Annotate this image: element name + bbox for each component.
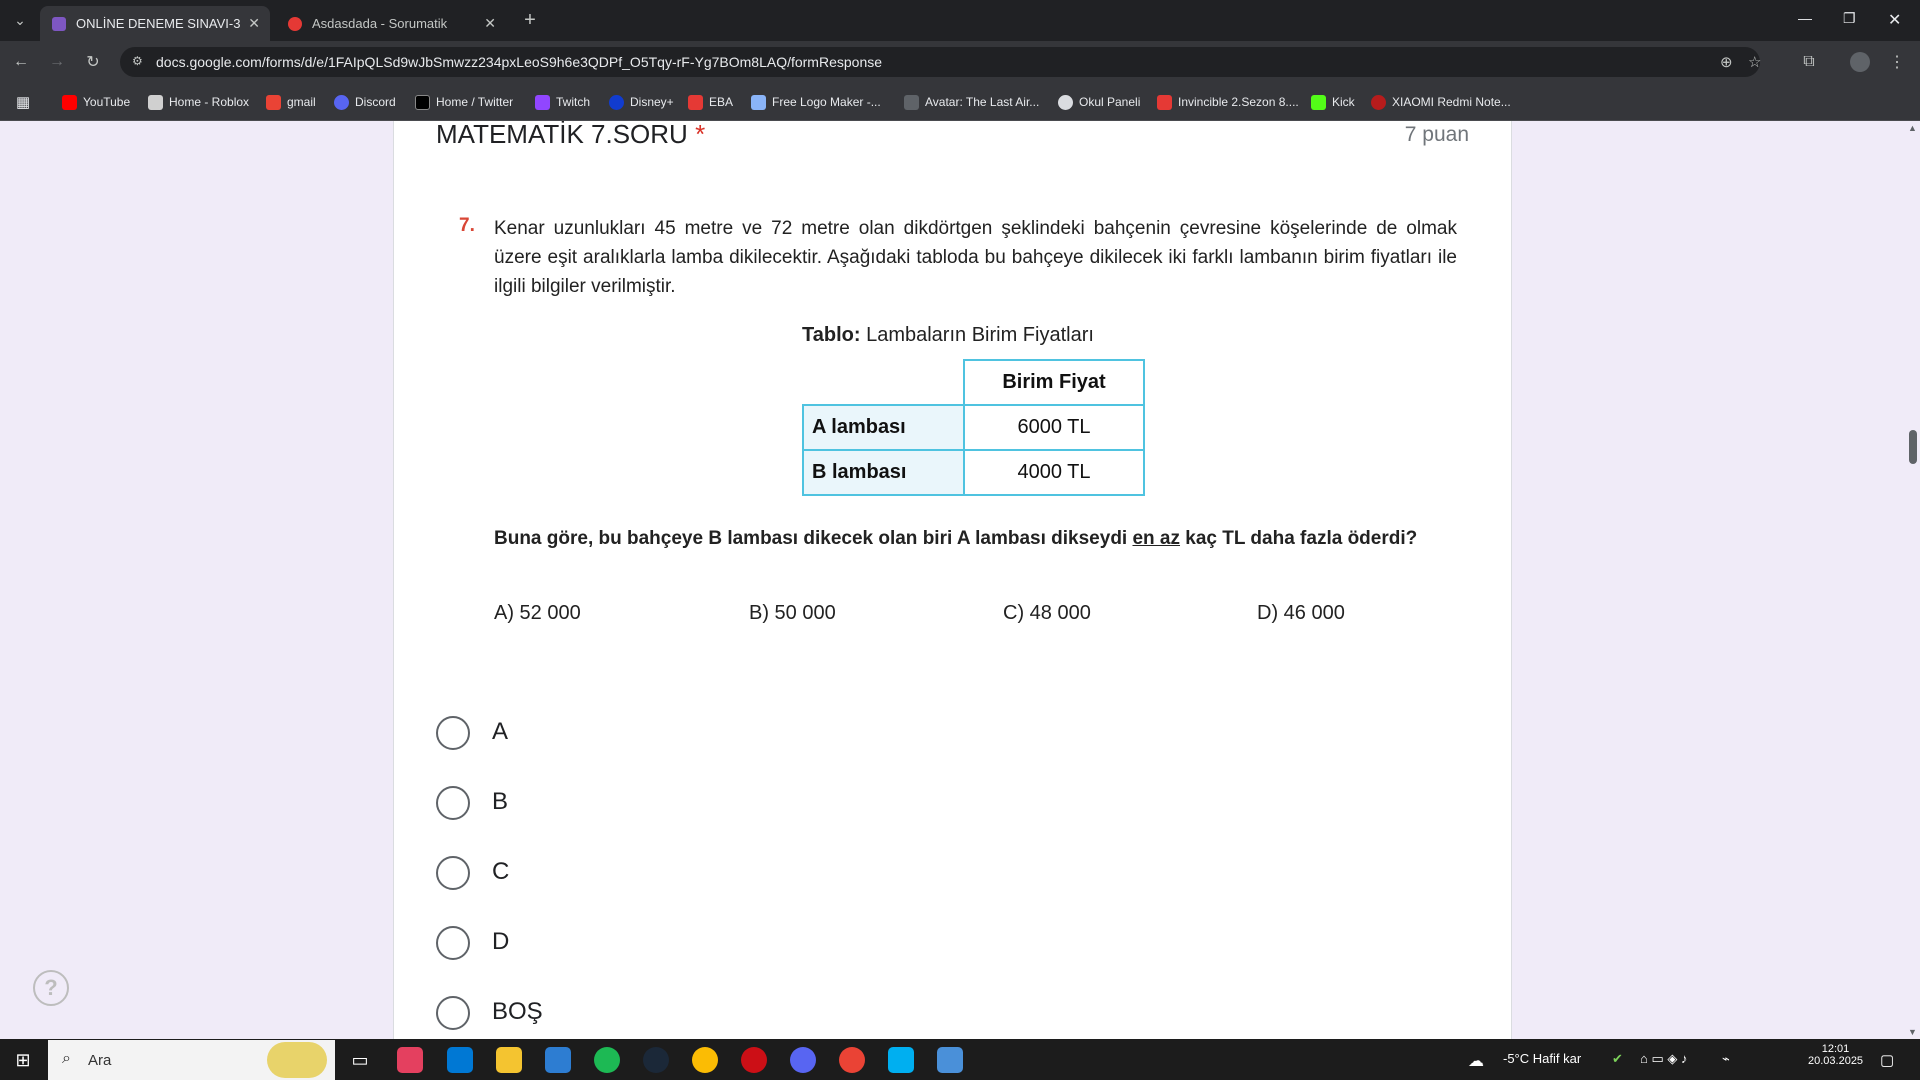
tab-inactive[interactable] xyxy=(276,6,506,41)
option-label[interactable]: B xyxy=(492,788,509,815)
outlook-icon[interactable] xyxy=(447,1047,473,1073)
table-header-cell: Birim Fiyat xyxy=(964,360,1144,405)
address-bar[interactable] xyxy=(120,47,1760,77)
disney-icon xyxy=(609,95,624,110)
close-window-icon[interactable]: ✕ xyxy=(1888,12,1902,29)
answer-choice-c: C) 48 000 xyxy=(1003,602,1091,624)
bookmark-label: Kick xyxy=(1332,95,1355,109)
table-row xyxy=(803,405,1144,450)
question-card xyxy=(393,121,1512,1039)
eba-icon xyxy=(688,95,703,110)
restore-icon[interactable]: ❐ xyxy=(1843,10,1856,26)
windows-start-icon[interactable]: ⊞ xyxy=(15,1050,31,1070)
bookmark-disney[interactable] xyxy=(609,92,674,112)
bookmark-discord[interactable] xyxy=(334,92,396,112)
globe-icon xyxy=(1058,95,1073,110)
opera-icon[interactable] xyxy=(741,1047,767,1073)
close-tab-icon[interactable]: ✕ xyxy=(484,15,496,31)
bookmark-label: Okul Paneli xyxy=(1079,95,1141,109)
form-page xyxy=(0,121,1905,1039)
tray-icons[interactable]: ⌂ ▭ ◈ ♪ xyxy=(1640,1051,1688,1066)
answer-choice-d: D) 46 000 xyxy=(1257,602,1345,624)
prompt-part: Buna göre, bu bahçeye B lambası dikecek olan biri A lambası dikseydi xyxy=(494,528,1128,549)
table-caption xyxy=(802,324,1094,347)
table-caption-bold: Tablo: xyxy=(802,324,861,346)
question-title-text: MATEMATİK 7.SORU xyxy=(436,121,688,149)
logo-maker-icon xyxy=(751,95,766,110)
answer-choice-a: A) 52 000 xyxy=(494,602,581,624)
price-table xyxy=(802,359,1145,496)
scrollbar-thumb[interactable] xyxy=(1909,430,1917,464)
radio-option-c[interactable] xyxy=(436,856,470,890)
extensions-icon[interactable]: ⧉ xyxy=(1803,53,1815,70)
bookmark-label: YouTube xyxy=(83,95,131,109)
spotify-icon[interactable] xyxy=(594,1047,620,1073)
option-label[interactable]: A xyxy=(492,718,509,745)
search-icon: ⌕ xyxy=(62,1050,71,1067)
bookmark-label: Disney+ xyxy=(630,95,674,109)
minimize-icon[interactable]: — xyxy=(1798,10,1812,26)
discord-icon xyxy=(334,95,349,110)
radio-option-d[interactable] xyxy=(436,926,470,960)
roblox-icon xyxy=(148,95,163,110)
weather-text[interactable]: -5°C Hafif kar xyxy=(1503,1051,1582,1066)
x-twitter-icon xyxy=(415,95,430,110)
bookmark-twitter[interactable] xyxy=(415,92,513,112)
task-view-icon[interactable]: ▭ xyxy=(351,1050,369,1070)
radio-option-a[interactable] xyxy=(436,716,470,750)
bookmark-label: Invincible 2.Sezon 8.... xyxy=(1178,95,1299,109)
skype-icon[interactable] xyxy=(888,1047,914,1073)
question-text: Kenar uzunlukları 45 metre ve 72 metre olan dikdörtgen şeklindeki bahçenin çevresine köşelerinde de olmak üzere eşit aralıklarla lamba dikilecektir. Aşağıdaki tabloda bu bahçeye dikilecek iki farklı lambanın birim fiyatları ile ilgili bilgiler verilmiştir. xyxy=(494,218,1457,297)
bookmark-invincible[interactable] xyxy=(1157,92,1299,112)
twitch-icon xyxy=(535,95,550,110)
clock-time: 12:01 xyxy=(1821,1043,1850,1055)
discord-icon[interactable] xyxy=(790,1047,816,1073)
sorumatik-icon xyxy=(288,17,302,31)
file-explorer-icon[interactable] xyxy=(496,1047,522,1073)
tray-check-icon[interactable]: ✔ xyxy=(1612,1051,1623,1066)
option-label[interactable]: C xyxy=(492,858,510,885)
tab-search-chevron-icon[interactable]: ⌄ xyxy=(14,11,26,28)
new-tab-icon[interactable]: + xyxy=(524,8,536,31)
radio-option-bos[interactable] xyxy=(436,996,470,1030)
bookmark-eba[interactable] xyxy=(688,92,733,112)
bookmark-gmail[interactable] xyxy=(266,92,316,112)
table-row-label: A lambası xyxy=(803,405,964,450)
copilot-icon[interactable] xyxy=(397,1047,423,1073)
clock[interactable] xyxy=(1808,1043,1863,1067)
scroll-up-icon[interactable]: ▲ xyxy=(1908,123,1917,133)
clock-date: 20.03.2025 xyxy=(1808,1055,1864,1067)
table-row xyxy=(803,360,1144,405)
radio-option-b[interactable] xyxy=(436,786,470,820)
chrome-icon[interactable] xyxy=(692,1047,718,1073)
prompt-underlined: en az xyxy=(1132,528,1181,549)
google-forms-icon xyxy=(52,17,66,31)
url-text: docs.google.com/forms/d/e/1FAIpQLSd9wJbSmwzz234pxLeoS9h6e3QDPf_O5Tqy-rF-Yg7BOm8LAQ/formResponse xyxy=(156,54,883,70)
bookmark-label: Discord xyxy=(355,95,396,109)
bookmark-star-icon[interactable]: ☆ xyxy=(1748,54,1762,71)
bookmark-label: Twitch xyxy=(556,95,591,109)
prompt-part: kaç TL daha fazla öderdi? xyxy=(1185,528,1418,549)
question-number: 7. xyxy=(459,215,475,236)
bookmark-okul-paneli[interactable] xyxy=(1058,92,1140,112)
tab-title: Asdasdada - Sorumatik xyxy=(312,16,448,31)
menu-dots-icon[interactable]: ⋮ xyxy=(1889,54,1905,71)
reload-icon[interactable]: ↻ xyxy=(86,54,100,71)
chrome-active-icon[interactable] xyxy=(839,1047,865,1073)
scrollbar[interactable] xyxy=(1905,121,1920,1039)
steam-icon[interactable] xyxy=(643,1047,669,1073)
profile-avatar[interactable] xyxy=(1850,52,1870,72)
help-icon[interactable]: ? xyxy=(33,970,69,1006)
search-highlight-flower-icon xyxy=(267,1042,327,1078)
store-icon[interactable] xyxy=(545,1047,571,1073)
gmail-icon xyxy=(266,95,281,110)
calculator-icon[interactable] xyxy=(937,1047,963,1073)
forward-icon[interactable]: → xyxy=(49,53,65,70)
back-icon[interactable]: ← xyxy=(13,53,29,70)
bookmark-label: Home / Twitter xyxy=(436,95,514,109)
table-corner-cell xyxy=(803,360,964,405)
tab-active[interactable] xyxy=(40,6,270,41)
table-cell: 4000 TL xyxy=(964,450,1144,495)
question-prompt xyxy=(494,524,1457,554)
weather-icon[interactable]: ☁ xyxy=(1468,1053,1484,1070)
kick-icon xyxy=(1311,95,1326,110)
search-placeholder: Ara xyxy=(88,1051,112,1069)
table-row xyxy=(803,450,1144,495)
site-info-icon[interactable]: ⚙ xyxy=(132,54,143,68)
bookmark-label: XIAOMI Redmi Note... xyxy=(1392,95,1511,109)
table-row-label: B lambası xyxy=(803,450,964,495)
tab-title: ONLİNE DENEME SINAVI-3 xyxy=(76,16,241,31)
bookmark-avatar[interactable] xyxy=(904,92,1039,112)
taskbar xyxy=(0,1039,1920,1080)
bookmark-twitch[interactable] xyxy=(535,92,590,112)
bookmark-label: EBA xyxy=(709,95,734,109)
tray-network-icon[interactable]: ⌁ xyxy=(1722,1051,1730,1066)
invincible-icon xyxy=(1157,95,1172,110)
xiaomi-icon xyxy=(1371,95,1386,110)
question-title xyxy=(436,121,705,150)
table-caption-text: Lambaların Birim Fiyatları xyxy=(866,324,1094,346)
youtube-icon xyxy=(62,95,77,110)
bookmark-youtube[interactable] xyxy=(62,92,130,112)
notifications-icon[interactable]: ▢ xyxy=(1880,1052,1895,1069)
zoom-icon[interactable]: ⊕ xyxy=(1720,54,1733,71)
option-label[interactable]: BOŞ xyxy=(492,998,543,1025)
bookmark-label: Free Logo Maker -... xyxy=(772,95,881,109)
question-points: 7 puan xyxy=(1404,123,1469,146)
bookmark-xiaomi[interactable] xyxy=(1371,92,1511,112)
avatar-site-icon xyxy=(904,95,919,110)
tab-bar xyxy=(0,0,1920,41)
bookmark-label: Home - Roblox xyxy=(169,95,250,109)
browser-toolbar xyxy=(0,41,1920,83)
taskbar-search[interactable] xyxy=(48,1040,335,1080)
bookmark-label: gmail xyxy=(287,95,316,109)
required-mark: * xyxy=(695,121,706,149)
bookmark-kick[interactable] xyxy=(1311,92,1355,112)
option-label[interactable]: D xyxy=(492,928,510,955)
bookmark-label: Avatar: The Last Air... xyxy=(925,95,1040,109)
table-cell: 6000 TL xyxy=(964,405,1144,450)
scroll-down-icon[interactable]: ▼ xyxy=(1908,1027,1917,1037)
bookmark-logo-maker[interactable] xyxy=(751,92,881,112)
answer-choice-b: B) 50 000 xyxy=(749,602,836,624)
apps-grid-icon[interactable]: ▦ xyxy=(16,94,31,111)
close-tab-icon[interactable]: ✕ xyxy=(248,15,260,31)
bookmarks-bar xyxy=(0,83,1920,121)
bookmark-roblox[interactable] xyxy=(148,92,249,112)
